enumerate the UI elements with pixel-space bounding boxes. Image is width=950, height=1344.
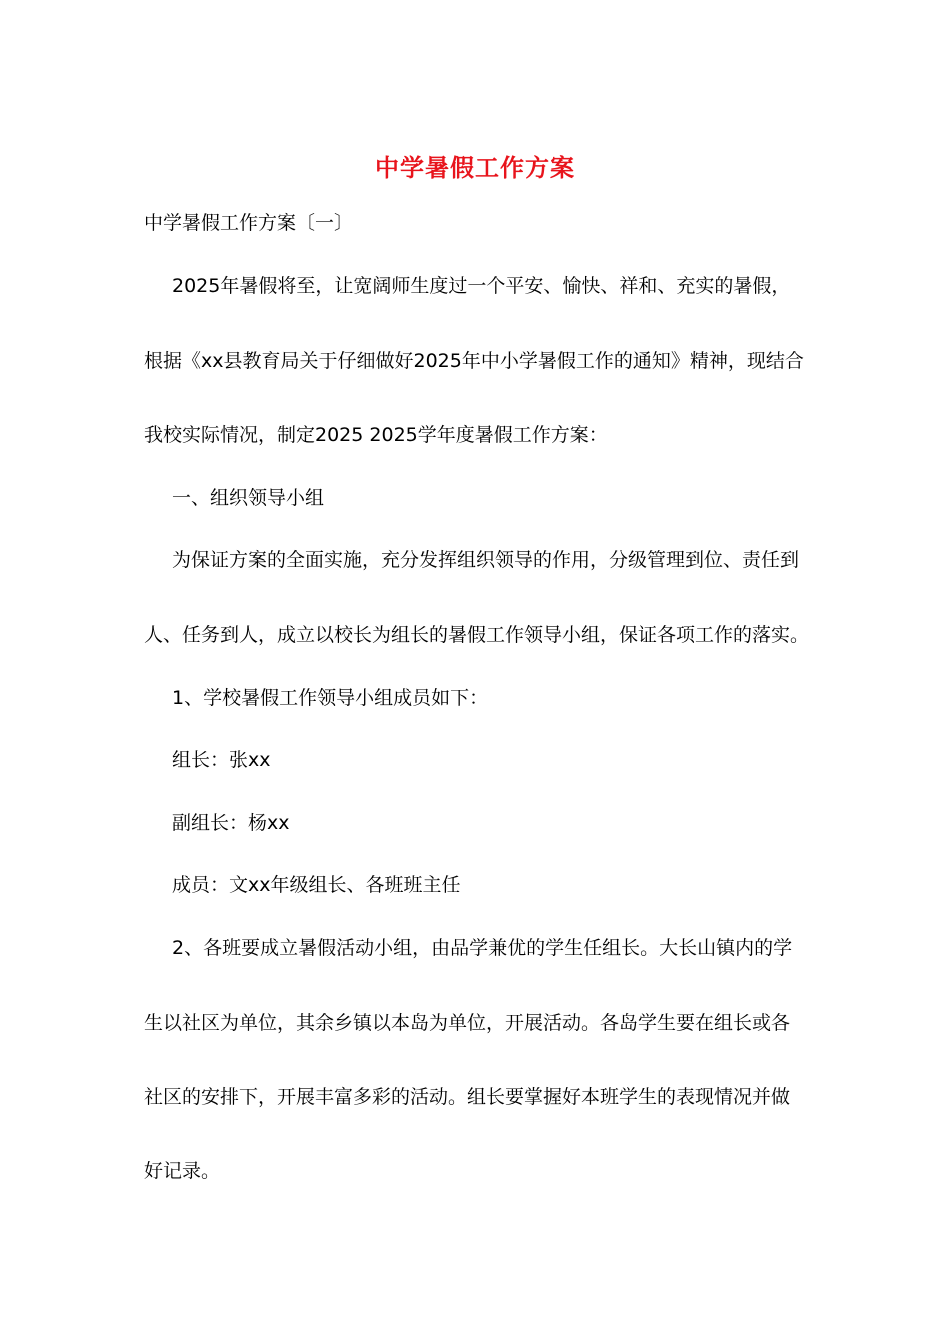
paragraph-line: 好记录。 [144,1160,221,1182]
paragraph-line: 为保证方案的全面实施，充分发挥组织领导的作用，分级管理到位、责任到 [172,549,800,571]
paragraph-line: 人、任务到人，成立以校长为组长的暑假工作领导小组，保证各项工作的落实。 [144,624,810,646]
member-others: 成员：文xx年级组长、各班班主任 [172,874,461,896]
paragraph-line: 2、各班要成立暑假活动小组，由品学兼优的学生任组长。大长山镇内的学 [172,937,793,959]
paragraph-line: 2025年暑假将至，让宽阔师生度过一个平安、愉快、祥和、充实的暑假， [172,275,791,297]
member-deputy: 副组长：杨xx [172,812,290,834]
paragraph-line: 根据《xx县教育局关于仔细做好2025年中小学暑假工作的通知》精神，现结合 [144,350,804,372]
paragraph-line: 我校实际情况，制定2025 2025学年度暑假工作方案： [144,424,608,446]
member-leader: 组长：张xx [172,749,271,771]
document-title: 中学暑假工作方案 [375,154,575,182]
section-subtitle: 中学暑假工作方案〔一〕 [144,212,354,234]
paragraph-line: 生以社区为单位，其余乡镇以本岛为单位，开展活动。各岛学生要在组长或各 [144,1012,791,1034]
list-heading: 1、学校暑假工作领导小组成员如下： [172,687,489,709]
section-heading: 一、组织领导小组 [172,487,325,509]
paragraph-line: 社区的安排下，开展丰富多彩的活动。组长要掌握好本班学生的表现情况并做 [144,1086,791,1108]
